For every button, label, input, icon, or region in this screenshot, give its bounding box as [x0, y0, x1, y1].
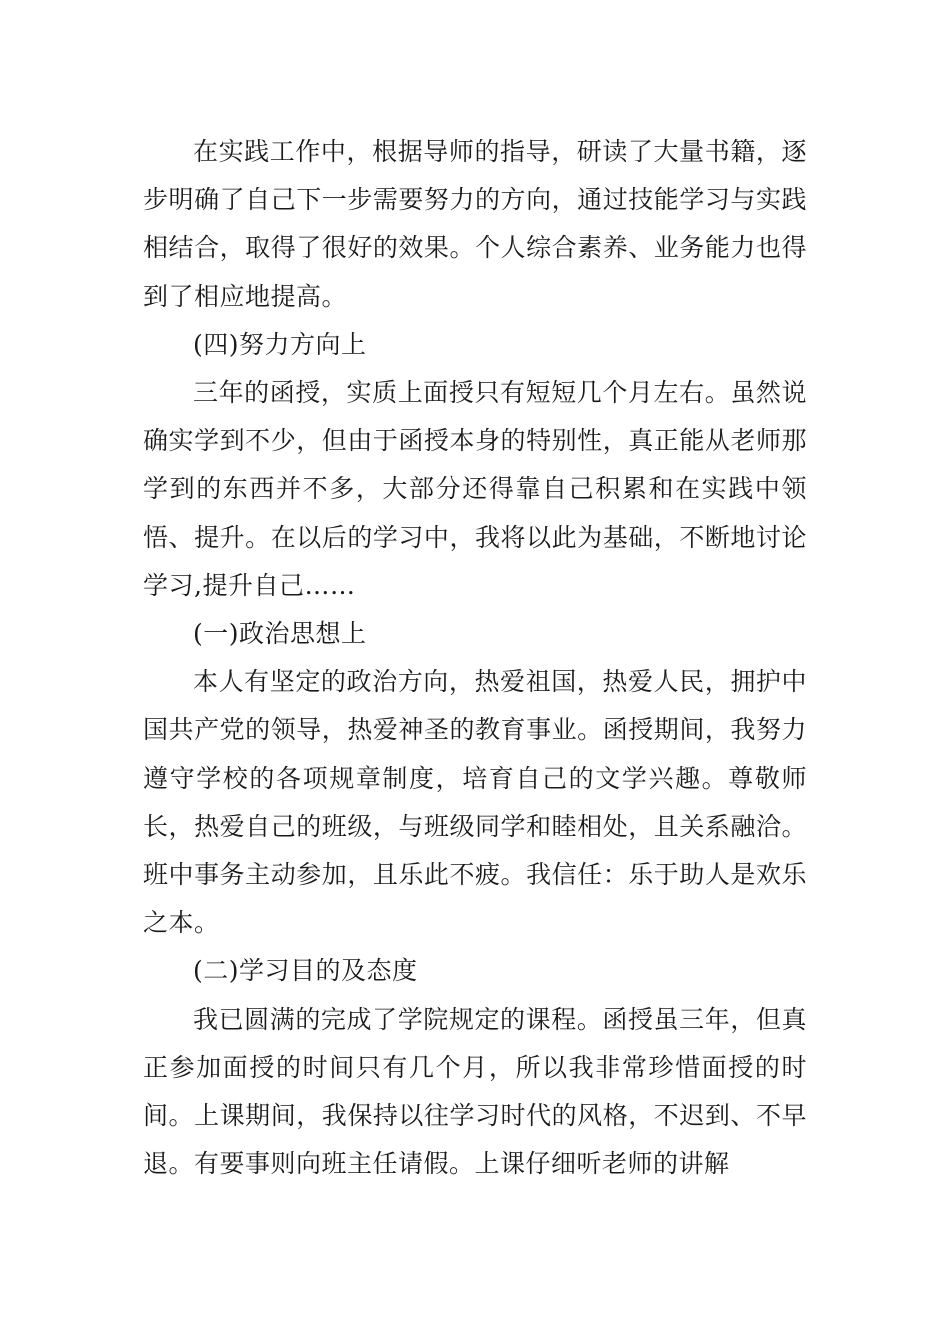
section-heading-political-thought: (一)政治思想上: [193, 619, 367, 649]
document-page: [143, 128, 807, 1188]
paragraph-effort-direction: 三年的函授，实质上面授只有短短几个月左右。虽然说确实学到不少，但由于函授本身的特别性，真正能从老师那学到的东西并不多，大部分还得靠自己积累和在实践中领悟、提升。在以后的学习中，我将以此为基础，不断地讨论学习,提升自己……: [143, 378, 807, 600]
paragraph-study-attitude: 我已圆满的完成了学院规定的课程。函授虽三年，但真正参加面授的时间只有几个月，所以我非常珍惜面授的时间。上课期间，我保持以往学习时代的风格，不迟到、不早退。有要事则向班主任请假。上课仔细听老师的讲解: [143, 1004, 807, 1179]
section-heading-study-attitude: (二)学习目的及态度: [193, 956, 418, 986]
paragraph-political-thought: 本人有坚定的政治方向，热爱祖国，热爱人民，拥护中国共产党的领导，热爱神圣的教育事业。函授期间，我努力遵守学校的各项规章制度，培育自己的文学兴趣。尊敬师长，热爱自己的班级，与班级同学和睦相处，且关系融洽。班中事务主动参加，且乐此不疲。我信任：乐于助人是欢乐之本。: [143, 667, 807, 938]
paragraph-practice: 在实践工作中，根据导师的指导，研读了大量书籍，逐步明确了自己下一步需要努力的方向，通过技能学习与实践相结合，取得了很好的效果。个人综合素养、业务能力也得到了相应地提高。: [143, 137, 807, 311]
section-heading-effort-direction: (四)努力方向上: [193, 329, 367, 359]
